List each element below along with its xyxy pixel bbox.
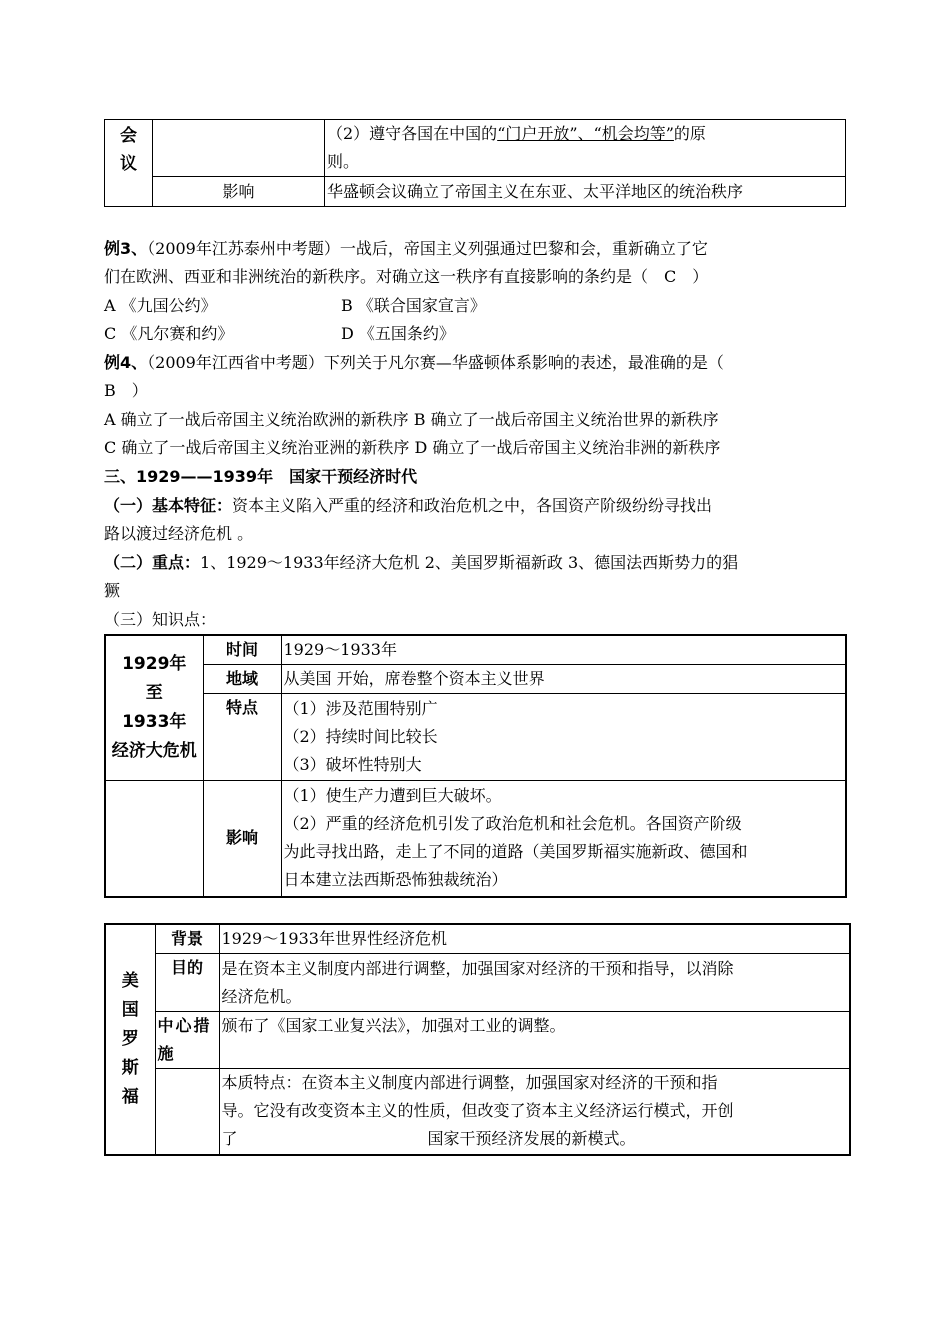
impact-item: 日本建立法西斯恐怖独裁统治） xyxy=(283,870,508,890)
nature-line3a: 了 xyxy=(221,1129,238,1149)
example4-q1: （2009年江西省中考题）下列关于凡尔赛—华盛顿体系影响的表述，最准确的是（ xyxy=(147,353,724,372)
example3-option-d: D 《五国条约》 xyxy=(341,324,455,343)
region-value: 从美国 开始，席卷整个资本主义世界 xyxy=(281,665,846,694)
basic-feature-text: 资本主义陷入严重的经济和政治危机之中，各国资产阶级纷纷寻找出 xyxy=(232,496,713,515)
basic-feature-line2: 路以渡过经济危机 。 xyxy=(104,524,254,543)
measure-head-1: 中心措 xyxy=(157,1016,212,1035)
empty-cell xyxy=(153,120,325,177)
example3-options-ab xyxy=(104,292,849,320)
example4-option-a: A 确立了一战后帝国主义统治欧洲的新秩序 xyxy=(104,410,409,429)
background-head: 背景 xyxy=(155,924,219,954)
conference-side-label xyxy=(105,120,153,207)
background-value: 1929～1933年世界性经济危机 xyxy=(219,924,850,954)
crisis-side-2: 至 xyxy=(145,683,163,703)
nature-line3 xyxy=(222,1125,848,1153)
nature-head-empty xyxy=(155,1069,219,1155)
newdeal-side-char: 美 xyxy=(121,970,139,991)
nature-line1: 本质特点：在资本主义制度内部进行调整，加强国家对经济的干预和指 xyxy=(221,1073,718,1093)
economic-crisis-table xyxy=(104,634,847,898)
example3-q2: 们在欧洲、西亚和非洲统治的新秩序。对确立这一秩序有直接影响的条约是（ C ） xyxy=(104,267,709,286)
knowledge-points-label: （三）知识点： xyxy=(104,610,217,629)
example3-option-c: C 《凡尔赛和约》 xyxy=(104,324,234,343)
feature-list xyxy=(281,694,846,781)
goal-line2: 经济危机。 xyxy=(221,986,302,1006)
crisis-side-empty xyxy=(105,781,203,897)
example4-option-b: B 确立了一战后帝国主义统治世界的新秩序 xyxy=(413,410,719,429)
key-points-label: （二）重点： xyxy=(104,553,201,572)
basic-feature-line1 xyxy=(104,492,849,520)
measure-head-2: 施 xyxy=(157,1044,174,1063)
side-label-char-2: 议 xyxy=(120,154,137,174)
goal-head: 目的 xyxy=(155,954,219,1012)
example4-line1 xyxy=(104,349,849,377)
example3-options-cd xyxy=(104,320,849,348)
measure-value: 颁布了《国家工业复兴法》，加强对工业的调整。 xyxy=(219,1012,850,1069)
impact-item: 为此寻找出路，走上了不同的道路（美国罗斯福实施新政、德国和 xyxy=(283,842,748,862)
impact-head: 影响 xyxy=(153,177,325,207)
feature-item: （2）持续时间比较长 xyxy=(283,727,438,746)
crisis-side-label xyxy=(105,635,203,781)
roosevelt-new-deal-table xyxy=(104,923,851,1156)
example3-q1: （2009年江苏泰州中考题）一战后，帝国主义列强通过巴黎和会，重新确立了它 xyxy=(147,239,708,258)
crisis-side-4: 经济大危机 xyxy=(111,741,197,761)
principle-post: 的原 xyxy=(673,124,706,143)
example4-option-d: D 确立了一战后帝国主义统治非洲的新秩序 xyxy=(414,438,721,457)
principle-underline: “门户开放”、“机会均等” xyxy=(497,124,674,143)
example3-line1 xyxy=(104,235,849,263)
impact-item: （1）使生产力遭到巨大破坏。 xyxy=(283,786,502,806)
newdeal-side-char: 国 xyxy=(121,999,139,1020)
example3-option-a: A 《九国公约》 xyxy=(104,296,217,315)
nature-line3b: 国家干预经济发展的新模式。 xyxy=(427,1129,636,1149)
principle-line2: 则。 xyxy=(327,152,360,171)
feature-item: （3）破坏性特别大 xyxy=(283,755,422,774)
example4-q2: B ） xyxy=(104,381,148,400)
newdeal-side-char: 罗 xyxy=(121,1028,139,1049)
example4-options-ab xyxy=(104,406,849,434)
crisis-side-3: 1933年 xyxy=(122,712,187,732)
crisis-impact-list xyxy=(281,781,846,897)
feature-item: （1）涉及范围特别广 xyxy=(283,699,438,718)
nature-value xyxy=(219,1069,850,1155)
side-label-char-1: 会 xyxy=(120,126,137,146)
impact-item: （2）严重的经济危机引发了政治危机和社会危机。各国资产阶级 xyxy=(283,814,742,834)
time-value: 1929～1933年 xyxy=(281,635,846,665)
measure-head xyxy=(155,1012,219,1069)
principle-cell xyxy=(325,120,846,177)
newdeal-side-label xyxy=(105,924,155,1155)
example4-label: 例4、 xyxy=(104,353,148,372)
key-points-line2: 獗 xyxy=(104,581,121,600)
example3-label: 例3、 xyxy=(104,239,148,258)
principle-pre: （2）遵守各国在中国的 xyxy=(327,124,498,143)
key-points-line1 xyxy=(104,549,849,577)
basic-feature-label: （一）基本特征： xyxy=(104,496,233,515)
key-points-text: 1、1929～1933年经济大危机 2、美国罗斯福新政 3、德国法西斯势力的猖 xyxy=(200,553,739,572)
goal-value xyxy=(219,954,850,1012)
washington-conference-table xyxy=(104,119,846,207)
crisis-side-1: 1929年 xyxy=(122,654,187,674)
crisis-impact-head: 影响 xyxy=(203,781,281,897)
example4-options-cd xyxy=(104,434,849,462)
time-head: 时间 xyxy=(203,635,281,665)
example4-option-c: C 确立了一战后帝国主义统治亚洲的新秩序 xyxy=(104,438,410,457)
example3-option-b: B 《联合国家宣言》 xyxy=(341,296,486,315)
newdeal-side-char: 斯 xyxy=(121,1057,139,1078)
goal-line1: 是在资本主义制度内部进行调整，加强国家对经济的干预和指导，以消除 xyxy=(221,958,734,978)
nature-line2: 导。它没有改变资本主义的性质，但改变了资本主义经济运行模式，开创 xyxy=(221,1101,734,1121)
impact-text: 华盛顿会议确立了帝国主义在东亚、太平洋地区的统治秩序 xyxy=(325,177,846,207)
region-head: 地域 xyxy=(203,665,281,694)
section3-heading: 三、1929——1939年 国家干预经济时代 xyxy=(104,467,418,486)
newdeal-side-char: 福 xyxy=(121,1086,139,1107)
feature-head: 特点 xyxy=(203,694,281,781)
